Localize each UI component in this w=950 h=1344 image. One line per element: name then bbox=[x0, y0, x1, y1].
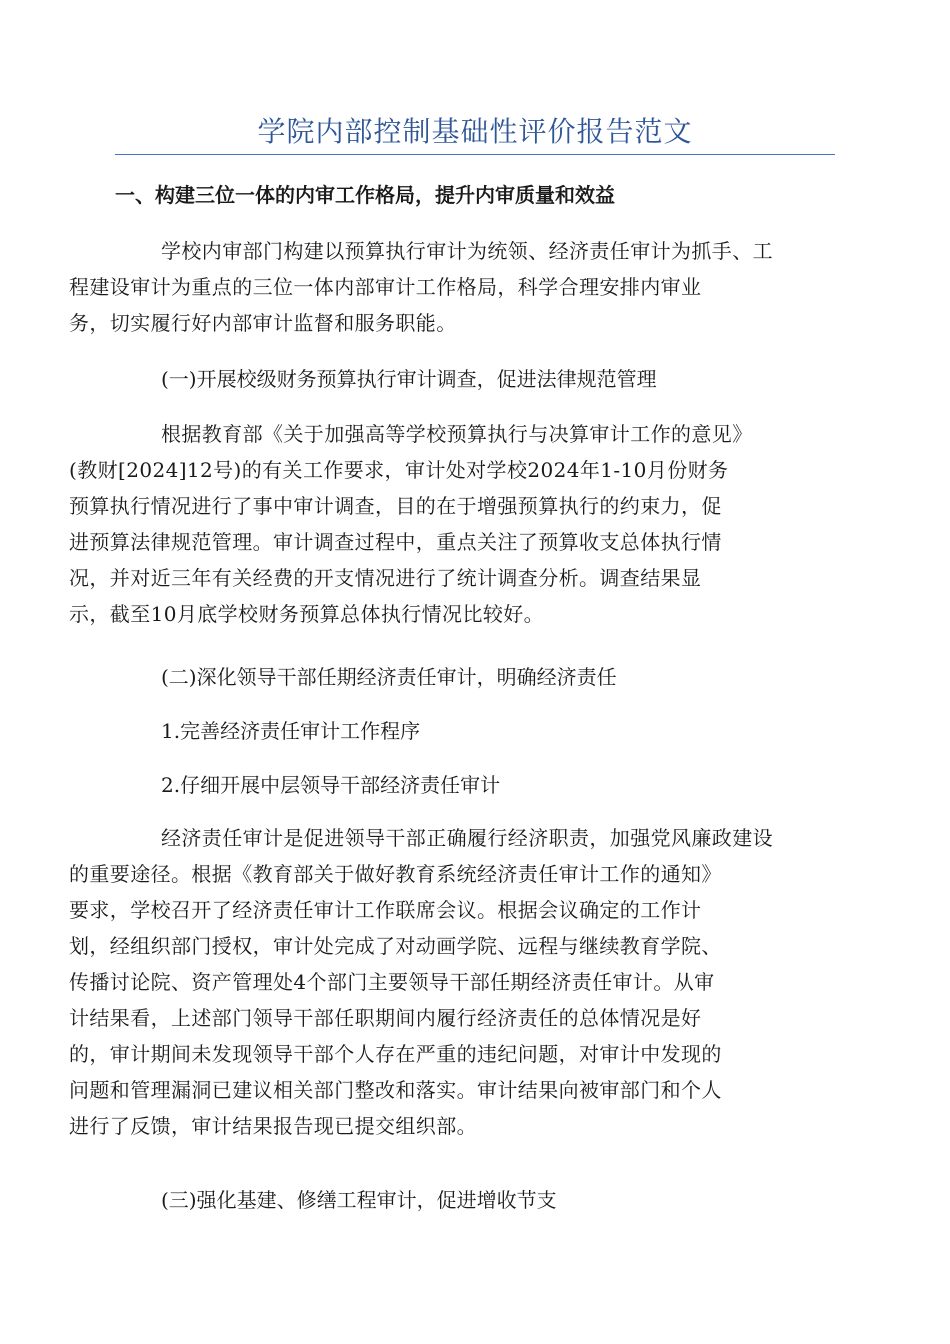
paragraph-line: 经济责任审计是促进领导干部正确履行经济职责，加强党风廉政建设 bbox=[161, 826, 773, 850]
paragraph-line: 务，切实履行好内部审计监督和服务职能。 bbox=[69, 311, 457, 335]
subsection-heading-1: (一)开展校级财务预算执行审计调查，促进法律规范管理 bbox=[161, 367, 657, 391]
section-heading-1: 一、构建三位一体的内审工作格局，提升内审质量和效益 bbox=[115, 183, 615, 207]
paragraph-line: 的重要途径。根据《教育部关于做好教育系统经济责任审计工作的通知》 bbox=[69, 862, 722, 886]
document-title: 学院内部控制基础性评价报告范文 bbox=[257, 115, 693, 148]
paragraph-line: 要求，学校召开了经济责任审计工作联席会议。根据会议确定的工作计 bbox=[69, 898, 702, 922]
paragraph-line: 进预算法律规范管理。审计调查过程中，重点关注了预算收支总体执行情 bbox=[69, 530, 722, 554]
paragraph-line: 问题和管理漏洞已建议相关部门整改和落实。审计结果向被审部门和个人 bbox=[69, 1078, 722, 1102]
paragraph-3 bbox=[69, 820, 835, 1144]
paragraph-line: 程建设审计为重点的三位一体内部审计工作格局，科学合理安排内审业 bbox=[69, 275, 702, 299]
paragraph-line: 根据教育部《关于加强高等学校预算执行与决算审计工作的意见》 bbox=[161, 422, 753, 446]
paragraph-line: 预算执行情况进行了事中审计调查，目的在于增强预算执行的约束力，促 bbox=[69, 494, 722, 518]
paragraph-line: 传播讨论院、资产管理处4个部门主要领导干部任期经济责任审计。从审 bbox=[69, 970, 715, 994]
subsection-heading-3: (三)强化基建、修缮工程审计，促进增收节支 bbox=[161, 1188, 557, 1212]
paragraph-line: 计结果看，上述部门领导干部任职期间内履行经济责任的总体情况是好 bbox=[69, 1006, 702, 1030]
paragraph-line: 的，审计期间未发现领导干部个人存在严重的违纪问题，对审计中发现的 bbox=[69, 1042, 722, 1066]
paragraph-line: 况，并对近三年有关经费的开支情况进行了统计调查分析。调查结果显 bbox=[69, 566, 702, 590]
title-underline bbox=[115, 154, 835, 155]
paragraph-line: 进行了反馈，审计结果报告现已提交组织部。 bbox=[69, 1114, 477, 1138]
paragraph-2 bbox=[69, 416, 835, 632]
paragraph-line: (教财[2024]12号)的有关工作要求，审计处对学校2024年1-10月份财务 bbox=[69, 458, 729, 482]
paragraph-line: 示，截至10月底学校财务预算总体执行情况比较好。 bbox=[69, 602, 545, 626]
paragraph-line: 学校内审部门构建以预算执行审计为统领、经济责任审计为抓手、工 bbox=[161, 239, 773, 263]
paragraph-1 bbox=[69, 233, 835, 341]
subsection-item-2: 2.仔细开展中层领导干部经济责任审计 bbox=[161, 773, 501, 797]
subsection-heading-2: (二)深化领导干部任期经济责任审计，明确经济责任 bbox=[161, 665, 617, 689]
paragraph-line: 划，经组织部门授权，审计处完成了对动画学院、远程与继续教育学院、 bbox=[69, 934, 722, 958]
subsection-item-1: 1.完善经济责任审计工作程序 bbox=[161, 719, 421, 743]
